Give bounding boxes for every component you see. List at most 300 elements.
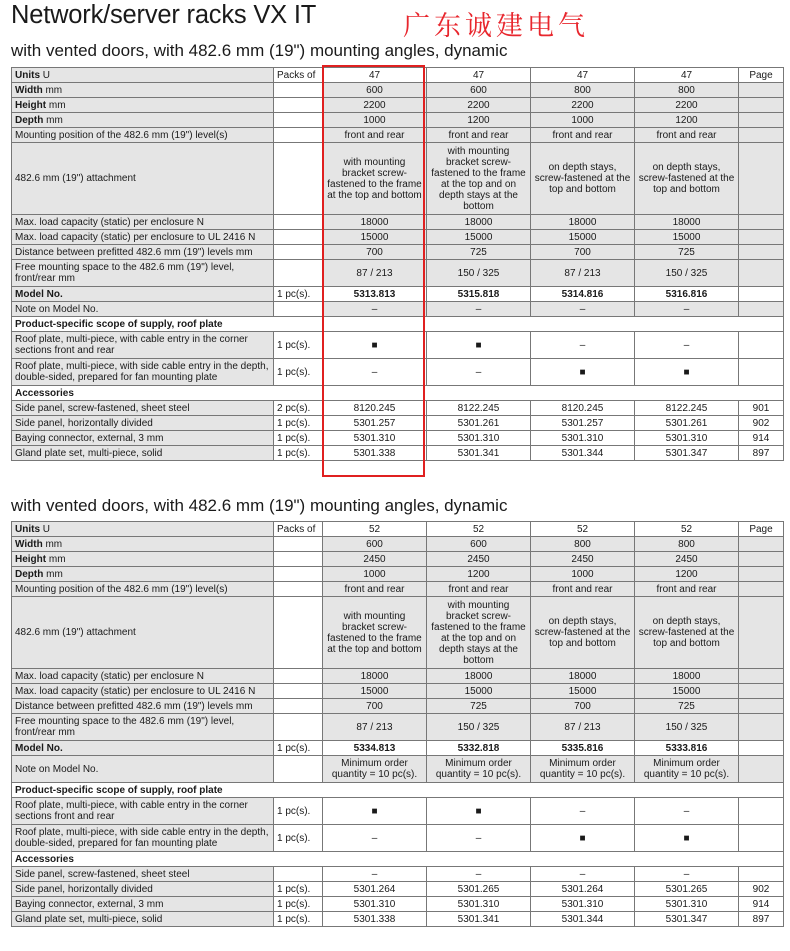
value-cell: 5301.341: [427, 912, 531, 927]
value-cell: 700: [323, 245, 427, 260]
page-cell: 897: [739, 446, 784, 461]
row-label-text: Note on Model No.: [15, 303, 99, 315]
accessory-row: [12, 897, 784, 912]
row-label: [12, 302, 274, 317]
value-cell: Minimum order quantity = 10 pc(s).: [531, 756, 635, 783]
value-cell: 5301.257: [323, 416, 427, 431]
value-cell: 18000: [323, 215, 427, 230]
packs-cell: 1 pc(s).: [274, 359, 323, 386]
section-2-subtitle: with vented doors, with 482.6 mm (19") mounting angles, dynamic: [11, 496, 508, 515]
value-cell: 5301.347: [635, 446, 739, 461]
value-cell: –: [427, 825, 531, 852]
value-cell: 600: [323, 83, 427, 98]
row-label: [12, 825, 274, 852]
value-cell: 18000: [635, 669, 739, 684]
packs-cell: [274, 98, 323, 113]
row-label: [12, 260, 274, 287]
value-cell: 15000: [635, 230, 739, 245]
value-cell: –: [427, 867, 531, 882]
accessory-row: [12, 882, 784, 897]
packs-cell: 1 pc(s).: [274, 287, 323, 302]
row-label: [12, 567, 274, 582]
value-cell: on depth stays, screw-fastened at the top and bottom: [635, 143, 739, 215]
value-cell: 800: [635, 537, 739, 552]
accessory-row: [12, 912, 784, 927]
value-cell: 5316.816: [635, 287, 739, 302]
page-cell: 914: [739, 431, 784, 446]
packs-cell: 1 pc(s).: [274, 332, 323, 359]
packs-cell: [274, 537, 323, 552]
value-cell: 600: [427, 83, 531, 98]
value-cell: 150 / 325: [635, 714, 739, 741]
row-label-text: Note on Model No.: [15, 763, 99, 775]
row-unit: mm: [46, 114, 63, 126]
value-cell: 1200: [427, 567, 531, 582]
value-cell: 5301.264: [531, 882, 635, 897]
value-cell: 52: [531, 522, 635, 537]
value-cell: ■: [635, 359, 739, 386]
packs-cell: [274, 582, 323, 597]
page-cell: Page: [739, 68, 784, 83]
value-cell: front and rear: [635, 128, 739, 143]
value-cell: 5301.261: [427, 416, 531, 431]
value-cell: –: [427, 302, 531, 317]
row-label: [12, 245, 274, 260]
value-cell: 87 / 213: [323, 714, 427, 741]
packs-cell: 1 pc(s).: [274, 416, 323, 431]
row-label: [12, 669, 274, 684]
accessory-row: [12, 867, 784, 882]
page-cell: [739, 867, 784, 882]
row-label: [12, 684, 274, 699]
row-label: [12, 552, 274, 567]
value-cell: 8122.245: [635, 401, 739, 416]
value-cell: 18000: [427, 215, 531, 230]
page-cell: [739, 699, 784, 714]
value-cell: 5301.310: [531, 897, 635, 912]
value-cell: with mounting bracket screw-fastened to the frame at the top and on depth stays at the bottom: [427, 597, 531, 669]
value-cell: 2200: [427, 98, 531, 113]
row-unit: U: [42, 69, 51, 81]
value-cell: on depth stays, screw-fastened at the top and bottom: [531, 143, 635, 215]
page-title: Network/server racks VX IT: [11, 1, 317, 29]
value-cell: 800: [635, 83, 739, 98]
value-cell: 5313.813: [323, 287, 427, 302]
row-label: [12, 537, 274, 552]
value-cell: 15000: [427, 230, 531, 245]
page-cell: [739, 215, 784, 230]
page-cell: [739, 684, 784, 699]
packs-cell: [274, 714, 323, 741]
value-cell: ■: [323, 332, 427, 359]
value-cell: 5301.310: [427, 431, 531, 446]
row-label-text: Roof plate, multi-piece, with side cable entry in the depth, double-sided, prepared for fan mounting plate: [15, 827, 269, 849]
row-label-text: 482.6 mm (19") attachment: [15, 173, 136, 184]
value-cell: 8122.245: [427, 401, 531, 416]
row-label: [12, 128, 274, 143]
value-cell: –: [635, 302, 739, 317]
packs-cell: [274, 669, 323, 684]
packs-cell: [274, 245, 323, 260]
row-label-text: Height: [15, 99, 47, 111]
page-cell: [739, 798, 784, 825]
page-cell: [739, 756, 784, 783]
packs-cell: 1 pc(s).: [274, 798, 323, 825]
value-cell: with mounting bracket screw-fastened to the frame at the top and on depth stays at the bottom: [427, 143, 531, 215]
row-label: [12, 597, 274, 669]
value-cell: –: [635, 332, 739, 359]
page-cell: [739, 741, 784, 756]
value-cell: –: [531, 867, 635, 882]
value-cell: 5301.310: [323, 897, 427, 912]
row-unit: mm: [48, 99, 66, 111]
value-cell: 15000: [427, 684, 531, 699]
row-model: [12, 741, 784, 756]
value-cell: 2200: [323, 98, 427, 113]
value-cell: –: [427, 359, 531, 386]
page-cell: [739, 669, 784, 684]
value-cell: 47: [427, 68, 531, 83]
value-cell: 47: [531, 68, 635, 83]
row-label-text: Depth: [15, 568, 44, 580]
brand-watermark: 广东诚建电气: [403, 11, 589, 42]
page-cell: [739, 597, 784, 669]
value-cell: 87 / 213: [531, 714, 635, 741]
value-cell: 15000: [635, 684, 739, 699]
packs-cell: [274, 597, 323, 669]
page-cell: 902: [739, 416, 784, 431]
value-cell: 1000: [323, 113, 427, 128]
section-heading: Product-specific scope of supply, roof plate: [12, 783, 784, 798]
spec-table-52u: [11, 521, 784, 927]
value-cell: 5334.813: [323, 741, 427, 756]
highlight-box: [322, 65, 425, 477]
row-distance: [12, 699, 784, 714]
value-cell: 8120.245: [531, 401, 635, 416]
value-cell: 15000: [323, 684, 427, 699]
row-label-text: Max. load capacity (static) per enclosure to UL 2416 N: [15, 685, 256, 697]
value-cell: 5335.816: [531, 741, 635, 756]
value-cell: 5301.344: [531, 446, 635, 461]
row-label: [12, 215, 274, 230]
page-cell: [739, 537, 784, 552]
packs-cell: 2 pc(s).: [274, 401, 323, 416]
value-cell: on depth stays, screw-fastened at the top and bottom: [531, 597, 635, 669]
packs-cell: 1 pc(s).: [274, 897, 323, 912]
value-cell: 1000: [531, 567, 635, 582]
value-cell: 1000: [531, 113, 635, 128]
row-label-text: Max. load capacity (static) per enclosure to UL 2416 N: [15, 231, 256, 243]
row-max_load_ul: [12, 684, 784, 699]
packs-cell: [274, 83, 323, 98]
row-mounting_position: [12, 582, 784, 597]
value-cell: 47: [635, 68, 739, 83]
row-label: [12, 230, 274, 245]
row-scope_heading: [12, 783, 784, 798]
value-cell: 18000: [531, 215, 635, 230]
value-cell: 600: [427, 537, 531, 552]
value-cell: –: [323, 867, 427, 882]
value-cell: 600: [323, 537, 427, 552]
row-units: [12, 522, 784, 537]
value-cell: 725: [427, 699, 531, 714]
row-label-text: Max. load capacity (static) per enclosure N: [15, 670, 204, 682]
row-label-text: 482.6 mm (19") attachment: [15, 627, 136, 638]
row-unit: U: [42, 523, 51, 535]
row-height: [12, 552, 784, 567]
value-cell: 52: [323, 522, 427, 537]
value-cell: 5301.347: [635, 912, 739, 927]
packs-cell: [274, 215, 323, 230]
packs-cell: [274, 552, 323, 567]
row-unit: mm: [45, 84, 63, 96]
packs-cell: [274, 230, 323, 245]
row-roof2: [12, 825, 784, 852]
value-cell: –: [531, 302, 635, 317]
row-label: [12, 332, 274, 359]
value-cell: 5301.265: [635, 882, 739, 897]
page-cell: [739, 230, 784, 245]
value-cell: 1200: [635, 113, 739, 128]
value-cell: 18000: [635, 215, 739, 230]
value-cell: 700: [531, 699, 635, 714]
packs-cell: [274, 143, 323, 215]
row-max_load: [12, 669, 784, 684]
value-cell: –: [531, 332, 635, 359]
value-cell: –: [531, 798, 635, 825]
page-cell: [739, 302, 784, 317]
row-label-text: Distance between prefitted 482.6 mm (19") levels mm: [15, 246, 253, 258]
packs-cell: [274, 113, 323, 128]
row-unit: mm: [48, 553, 66, 565]
page-cell: 914: [739, 897, 784, 912]
row-label: Gland plate set, multi-piece, solid: [12, 446, 274, 461]
row-label: Side panel, screw-fastened, sheet steel: [12, 867, 274, 882]
row-label: Side panel, horizontally divided: [12, 416, 274, 431]
row-label: [12, 113, 274, 128]
value-cell: 5301.261: [635, 416, 739, 431]
row-label: [12, 699, 274, 714]
page-cell: [739, 552, 784, 567]
value-cell: 150 / 325: [427, 714, 531, 741]
row-accessories_heading: [12, 852, 784, 867]
value-cell: 800: [531, 537, 635, 552]
page-cell: [739, 582, 784, 597]
packs-cell: [274, 567, 323, 582]
packs-cell: [274, 302, 323, 317]
row-roof1: [12, 798, 784, 825]
value-cell: 8120.245: [323, 401, 427, 416]
value-cell: 5332.818: [427, 741, 531, 756]
packs-cell: [274, 699, 323, 714]
page-cell: [739, 260, 784, 287]
value-cell: 725: [635, 245, 739, 260]
value-cell: ■: [427, 332, 531, 359]
row-label-text: Width: [15, 538, 43, 550]
value-cell: 5301.310: [635, 431, 739, 446]
value-cell: ■: [635, 825, 739, 852]
packs-cell: 1 pc(s).: [274, 825, 323, 852]
packs-cell: [274, 867, 323, 882]
value-cell: 52: [427, 522, 531, 537]
value-cell: front and rear: [531, 128, 635, 143]
row-label: [12, 522, 274, 537]
row-label-text: Width: [15, 84, 43, 96]
value-cell: front and rear: [531, 582, 635, 597]
row-label-text: Mounting position of the 482.6 mm (19") level(s): [15, 129, 228, 141]
row-attachment: [12, 597, 784, 669]
page-cell: [739, 83, 784, 98]
value-cell: 2200: [531, 98, 635, 113]
packs-cell: 1 pc(s).: [274, 741, 323, 756]
value-cell: 5301.341: [427, 446, 531, 461]
value-cell: 15000: [323, 230, 427, 245]
value-cell: 2450: [531, 552, 635, 567]
value-cell: Minimum order quantity = 10 pc(s).: [323, 756, 427, 783]
value-cell: ■: [427, 798, 531, 825]
row-label-text: Roof plate, multi-piece, with side cable entry in the depth, double-sided, prepared for fan mounting plate: [15, 361, 269, 383]
value-cell: 150 / 325: [427, 260, 531, 287]
value-cell: 700: [531, 245, 635, 260]
page-cell: [739, 359, 784, 386]
row-label: Side panel, screw-fastened, sheet steel: [12, 401, 274, 416]
value-cell: Minimum order quantity = 10 pc(s).: [635, 756, 739, 783]
value-cell: 5301.310: [323, 431, 427, 446]
page-cell: [739, 128, 784, 143]
row-note: [12, 756, 784, 783]
value-cell: 2450: [323, 552, 427, 567]
value-cell: 725: [635, 699, 739, 714]
value-cell: 150 / 325: [635, 260, 739, 287]
value-cell: ■: [531, 825, 635, 852]
row-unit: mm: [45, 538, 63, 550]
row-label-text: Free mounting space to the 482.6 mm (19") level, front/rear mm: [15, 716, 235, 738]
value-cell: front and rear: [635, 582, 739, 597]
page-cell: 902: [739, 882, 784, 897]
page-cell: [739, 825, 784, 852]
packs-cell: [274, 260, 323, 287]
value-cell: 87 / 213: [531, 260, 635, 287]
value-cell: front and rear: [427, 128, 531, 143]
value-cell: 47: [323, 68, 427, 83]
row-depth: [12, 567, 784, 582]
page-cell: Page: [739, 522, 784, 537]
row-label: [12, 143, 274, 215]
value-cell: 2450: [635, 552, 739, 567]
row-label: [12, 741, 274, 756]
value-cell: front and rear: [427, 582, 531, 597]
row-label-text: Roof plate, multi-piece, with cable entry in the corner sections front and rear: [15, 800, 248, 822]
value-cell: 18000: [531, 669, 635, 684]
section-heading: Product-specific scope of supply, roof plate: [12, 317, 784, 332]
row-label: Side panel, horizontally divided: [12, 882, 274, 897]
row-free_space: [12, 714, 784, 741]
value-cell: 5301.310: [531, 431, 635, 446]
value-cell: 15000: [531, 684, 635, 699]
value-cell: 1200: [635, 567, 739, 582]
page-cell: [739, 113, 784, 128]
page-cell: [739, 245, 784, 260]
row-label: [12, 287, 274, 302]
value-cell: 5301.338: [323, 446, 427, 461]
page-cell: [739, 287, 784, 302]
row-label-text: Depth: [15, 114, 44, 126]
row-label: [12, 83, 274, 98]
packs-cell: Packs of: [274, 68, 323, 83]
value-cell: 5314.816: [531, 287, 635, 302]
row-label: [12, 582, 274, 597]
row-label: Baying connector, external, 3 mm: [12, 897, 274, 912]
page-cell: 897: [739, 912, 784, 927]
packs-cell: Packs of: [274, 522, 323, 537]
row-label: Gland plate set, multi-piece, solid: [12, 912, 274, 927]
value-cell: ■: [323, 798, 427, 825]
section-heading: Accessories: [12, 386, 784, 401]
value-cell: front and rear: [323, 582, 427, 597]
value-cell: 2450: [427, 552, 531, 567]
value-cell: 15000: [531, 230, 635, 245]
value-cell: 18000: [427, 669, 531, 684]
value-cell: 5301.344: [531, 912, 635, 927]
row-label-text: Height: [15, 553, 47, 565]
value-cell: 725: [427, 245, 531, 260]
value-cell: 1000: [323, 567, 427, 582]
value-cell: 5301.264: [323, 882, 427, 897]
value-cell: 87 / 213: [323, 260, 427, 287]
value-cell: 5333.816: [635, 741, 739, 756]
packs-cell: 1 pc(s).: [274, 446, 323, 461]
value-cell: Minimum order quantity = 10 pc(s).: [427, 756, 531, 783]
row-label: Baying connector, external, 3 mm: [12, 431, 274, 446]
value-cell: –: [323, 825, 427, 852]
section-1-subtitle: with vented doors, with 482.6 mm (19") mounting angles, dynamic: [11, 41, 508, 60]
row-width: [12, 537, 784, 552]
page-cell: 901: [739, 401, 784, 416]
value-cell: with mounting bracket screw-fastened to the frame at the top and bottom: [323, 143, 427, 215]
value-cell: 5301.310: [427, 897, 531, 912]
value-cell: with mounting bracket screw-fastened to the frame at the top and bottom: [323, 597, 427, 669]
value-cell: 1200: [427, 113, 531, 128]
value-cell: 5301.310: [635, 897, 739, 912]
value-cell: front and rear: [323, 128, 427, 143]
page-cell: [739, 567, 784, 582]
row-label: [12, 98, 274, 113]
packs-cell: 1 pc(s).: [274, 882, 323, 897]
page-cell: [739, 714, 784, 741]
row-label-text: Mounting position of the 482.6 mm (19") level(s): [15, 583, 228, 595]
row-label: [12, 714, 274, 741]
value-cell: 700: [323, 699, 427, 714]
row-label: [12, 756, 274, 783]
row-unit: mm: [46, 568, 63, 580]
packs-cell: [274, 128, 323, 143]
value-cell: –: [323, 359, 427, 386]
row-label-text: Units: [15, 69, 40, 81]
row-label-text: Units: [15, 523, 40, 535]
section-heading: Accessories: [12, 852, 784, 867]
row-label-text: Distance between prefitted 482.6 mm (19") levels mm: [15, 700, 253, 712]
packs-cell: 1 pc(s).: [274, 431, 323, 446]
packs-cell: [274, 684, 323, 699]
packs-cell: 1 pc(s).: [274, 912, 323, 927]
row-label-text: Free mounting space to the 482.6 mm (19") level, front/rear mm: [15, 262, 235, 284]
row-label-text: Model No.: [15, 288, 63, 300]
row-label: [12, 359, 274, 386]
row-label-text: Model No.: [15, 742, 63, 754]
value-cell: –: [323, 302, 427, 317]
value-cell: 5315.818: [427, 287, 531, 302]
row-label-text: Roof plate, multi-piece, with cable entry in the corner sections front and rear: [15, 334, 248, 356]
